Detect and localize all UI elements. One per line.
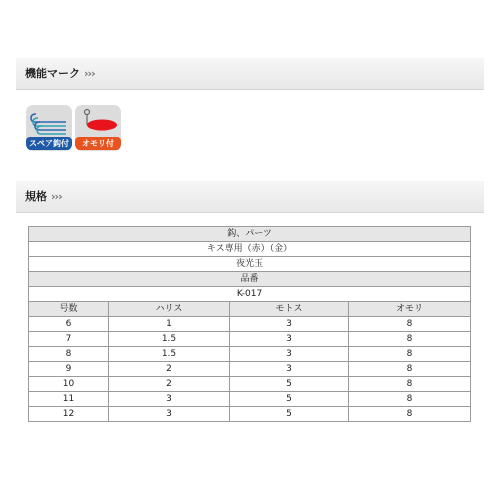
table-row bbox=[29, 377, 471, 392]
cell-motosu: 3 bbox=[230, 362, 349, 377]
spare-hook-badge bbox=[26, 105, 72, 151]
cell-size: 6 bbox=[29, 317, 109, 332]
col-header-harris: ハリス bbox=[109, 302, 230, 317]
code-value: K-017 bbox=[29, 287, 471, 302]
col-header-motosu: モトス bbox=[230, 302, 349, 317]
cell-harris: 1.5 bbox=[109, 332, 230, 347]
cell-sinker: 8 bbox=[349, 392, 471, 407]
cell-sinker: 8 bbox=[349, 332, 471, 347]
table-row bbox=[29, 407, 471, 422]
cell-harris: 2 bbox=[109, 362, 230, 377]
cell-harris: 3 bbox=[109, 392, 230, 407]
spec-table bbox=[28, 226, 471, 422]
cell-motosu: 3 bbox=[230, 332, 349, 347]
cell-sinker: 8 bbox=[349, 317, 471, 332]
spec-title: 規格 bbox=[25, 190, 47, 203]
table-row bbox=[29, 362, 471, 377]
cell-size: 8 bbox=[29, 347, 109, 362]
cell-size: 11 bbox=[29, 392, 109, 407]
spec-section-header bbox=[16, 181, 484, 213]
table-row bbox=[29, 392, 471, 407]
cell-sinker: 8 bbox=[349, 377, 471, 392]
col-header-sinker: オモリ bbox=[349, 302, 471, 317]
sinker-badge bbox=[75, 105, 121, 151]
cell-motosu: 5 bbox=[230, 392, 349, 407]
cell-harris: 1.5 bbox=[109, 347, 230, 362]
sinker-label: オモリ付 bbox=[75, 137, 121, 150]
cell-sinker: 8 bbox=[349, 347, 471, 362]
cell-motosu: 3 bbox=[230, 347, 349, 362]
features-title: 機能マーク bbox=[25, 67, 80, 80]
cell-motosu: 3 bbox=[230, 317, 349, 332]
features-arrows-icon: ››› bbox=[84, 67, 95, 80]
cell-harris: 2 bbox=[109, 377, 230, 392]
cell-sinker: 8 bbox=[349, 362, 471, 377]
spare-hook-icon bbox=[26, 105, 72, 139]
code-header: 品番 bbox=[29, 272, 471, 287]
cell-size: 10 bbox=[29, 377, 109, 392]
parts-header: 鈎、パーツ bbox=[29, 227, 471, 242]
cell-size: 9 bbox=[29, 362, 109, 377]
column-header-row bbox=[29, 302, 471, 317]
cell-sinker: 8 bbox=[349, 407, 471, 422]
parts-value-1: キス専用（赤）（金） bbox=[29, 242, 471, 257]
table-row bbox=[29, 332, 471, 347]
parts-value-2: 夜光玉 bbox=[29, 257, 471, 272]
cell-motosu: 5 bbox=[230, 407, 349, 422]
spec-arrows-icon: ››› bbox=[51, 190, 62, 203]
cell-size: 7 bbox=[29, 332, 109, 347]
spare-hook-label: スペア鈎付 bbox=[26, 137, 72, 150]
sinker-icon bbox=[75, 105, 121, 139]
cell-motosu: 5 bbox=[230, 377, 349, 392]
cell-harris: 3 bbox=[109, 407, 230, 422]
cell-harris: 1 bbox=[109, 317, 230, 332]
col-header-size: 号数 bbox=[29, 302, 109, 317]
features-section-header bbox=[16, 58, 484, 90]
table-row bbox=[29, 317, 471, 332]
table-row bbox=[29, 347, 471, 362]
cell-size: 12 bbox=[29, 407, 109, 422]
